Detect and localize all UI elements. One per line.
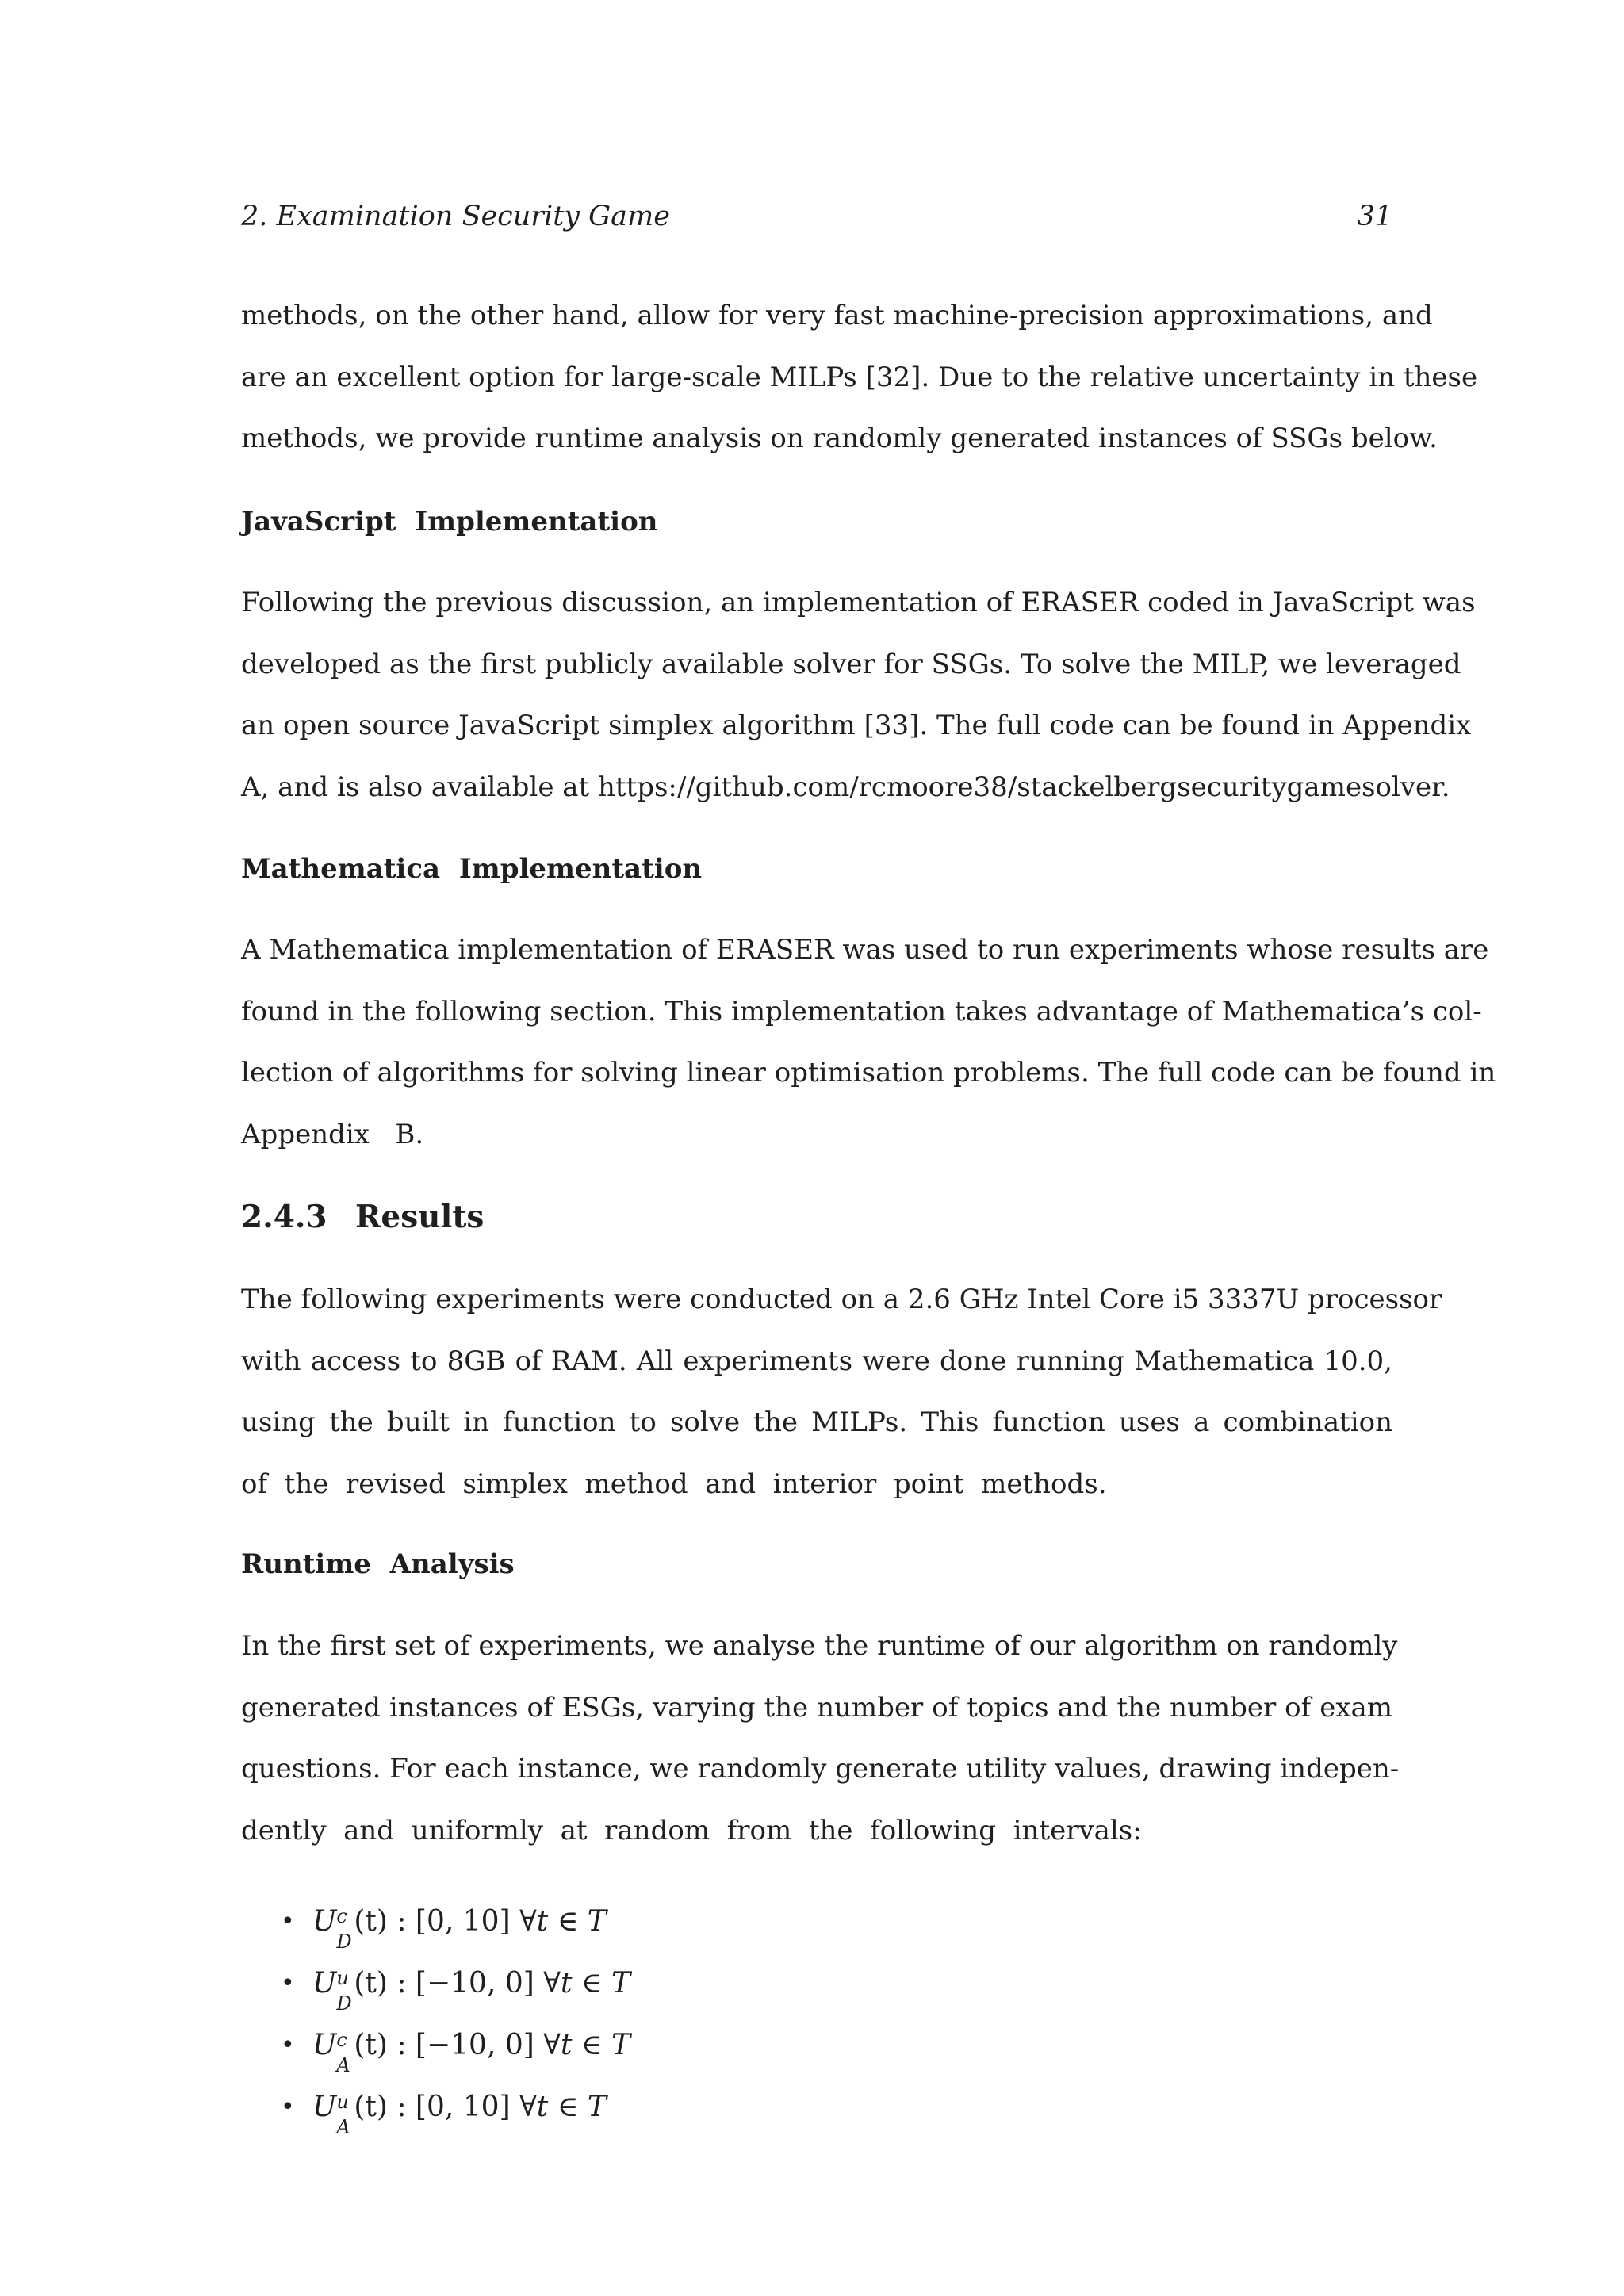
chapter-title: 2. Examination Security Game — [241, 201, 670, 232]
utility-formula: U u A (t) : [0, 10] ∀t ∈ T — [312, 2091, 607, 2138]
list-item — [241, 1953, 1392, 2015]
section-heading-results — [241, 1195, 484, 1239]
list-item — [241, 2015, 1392, 2076]
bullet-icon: • — [281, 1908, 295, 1935]
text-line: using the built in function to solve the MILPs. This function uses a combination — [241, 1406, 1392, 1438]
text-line: an open source JavaScript simplex algorithm [33]. The full code can be found in Appendix — [241, 710, 1472, 741]
text-line: A Mathematica implementation of ERASER was used to run experiments whose results are — [241, 934, 1489, 966]
section-number: 2.4.3 — [241, 1199, 327, 1235]
utility-interval-list — [241, 1891, 1392, 2138]
text-line: Appendix B. — [241, 1118, 424, 1150]
paragraph-mathematica — [241, 920, 1496, 1165]
list-item — [241, 1891, 1392, 1953]
text-line: dently and uniformly at random from the following intervals: — [241, 1814, 1142, 1846]
text-line: generated instances of ESGs, varying the number of topics and the number of exam — [241, 1691, 1392, 1724]
text-line: methods, we provide runtime analysis on randomly generated instances of SSGs below. — [241, 423, 1438, 454]
text-line: methods, on the other hand, allow for very fast machine-precision approximations, and — [241, 300, 1433, 331]
paragraph-setup — [241, 1269, 1442, 1515]
document-page — [241, 0, 1496, 2296]
heading-javascript-implementation: JavaScript Implementation — [241, 506, 658, 538]
bullet-icon: • — [281, 1969, 295, 1997]
paragraph-intro — [241, 285, 1478, 470]
bullet-icon: • — [281, 2093, 295, 2121]
paragraph-javascript — [241, 572, 1476, 818]
text-line: In the first set of experiments, we analyse the runtime of our algorithm on randomly — [241, 1630, 1398, 1662]
text-line: found in the following section. This implementation takes advantage of Mathematica’s col- — [241, 995, 1482, 1027]
text-line: are an excellent option for large-scale MILPs [32]. Due to the relative uncertainty in these — [241, 361, 1478, 393]
heading-runtime-analysis: Runtime Analysis — [241, 1548, 515, 1580]
text-line: The following experiments were conducted on a 2.6 GHz Intel Core i5 3337U processor — [241, 1284, 1442, 1315]
utility-formula: U u D (t) : [−10, 0] ∀t ∈ T — [312, 1967, 630, 2015]
running-header — [241, 197, 1392, 236]
paragraph-runtime — [241, 1616, 1400, 1862]
utility-formula: U c A (t) : [−10, 0] ∀t ∈ T — [312, 2029, 630, 2076]
text-line: lection of algorithms for solving linear optimisation problems. The full code can be found in — [241, 1057, 1496, 1089]
bullet-icon: • — [281, 2031, 295, 2059]
text-line: of the revised simplex method and interior point methods. — [241, 1468, 1107, 1500]
section-title: Results — [355, 1199, 485, 1235]
text-line: with access to 8GB of RAM. All experiments were done running Mathematica 10.0, — [241, 1345, 1392, 1377]
utility-formula: U c D (t) : [0, 10] ∀t ∈ T — [312, 1905, 607, 1953]
text-line: A, and is also available at https://github.com/rcmoore38/stackelbergsecuritygamesolver. — [241, 771, 1450, 803]
heading-mathematica-implementation: Mathematica Implementation — [241, 853, 703, 885]
page-number: 31 — [1357, 201, 1392, 232]
text-line: developed as the first publicly available solver for SSGs. To solve the MILP, we leveraged — [241, 648, 1461, 680]
text-line: questions. For each instance, we randomly generate utility values, drawing indepen- — [241, 1753, 1400, 1785]
list-item — [241, 2076, 1392, 2138]
text-line: Following the previous discussion, an implementation of ERASER coded in JavaScript was — [241, 587, 1476, 618]
